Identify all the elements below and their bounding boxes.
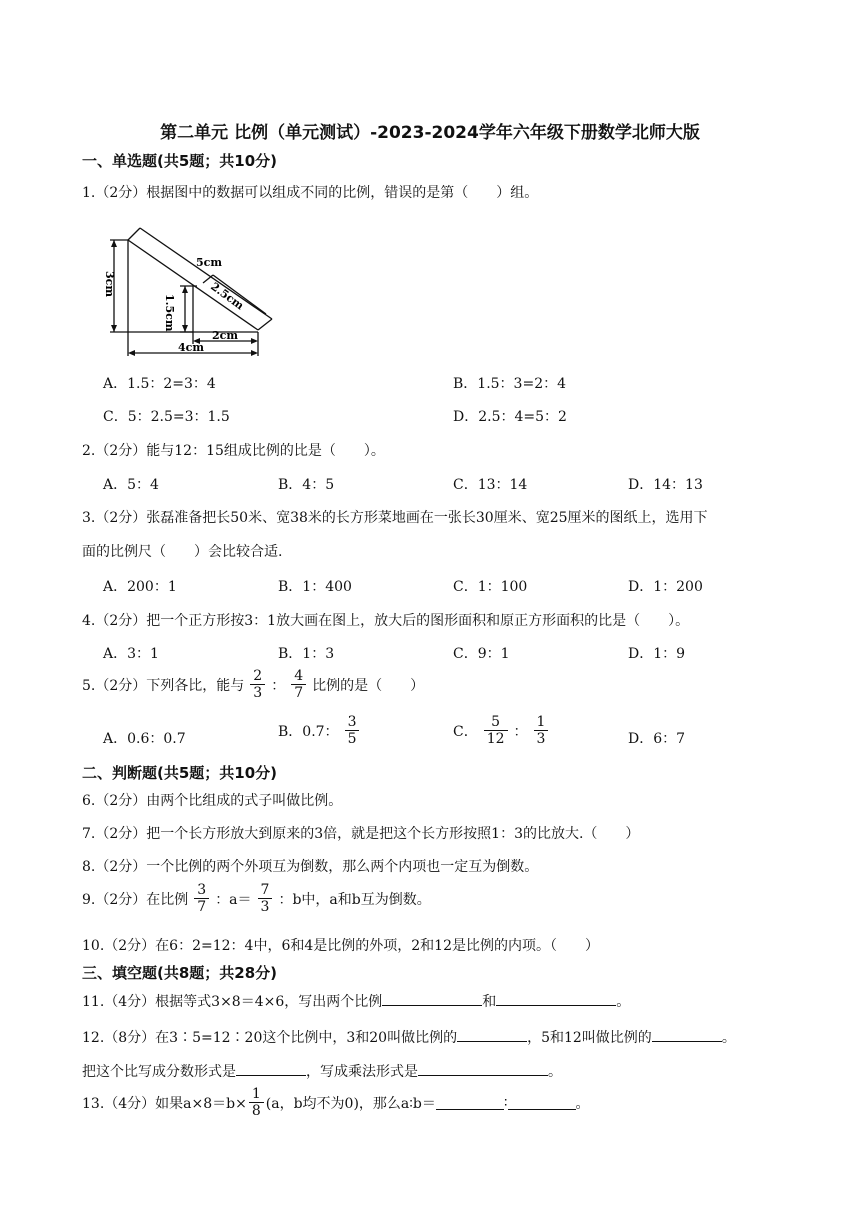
q12-line2-mid: ，写成乘法形式是 <box>306 1064 418 1080</box>
label-2-5cm: 2.5cm <box>208 279 247 313</box>
q12-line2-pre: 把这个比写成分数形式是 <box>82 1064 236 1080</box>
q13-blank-2[interactable] <box>508 1095 576 1110</box>
q4-option-c[interactable]: C．9：1 <box>453 646 510 662</box>
q1-option-b[interactable]: B．1.5：3=2：4 <box>453 376 567 392</box>
q11-mid: 和 <box>482 994 497 1010</box>
q5-option-b-fraction <box>345 714 360 747</box>
label-3cm: 3cm <box>103 271 116 297</box>
q5-fraction-2-num: 4 <box>294 668 304 684</box>
q2-option-b[interactable]: B．4：5 <box>278 477 335 493</box>
question-6: 6.（2分）由两个比组成的式子叫做比例。 <box>82 793 343 809</box>
q5-option-c-den2: 3 <box>534 730 549 747</box>
q13-fraction-den: 8 <box>249 1102 264 1119</box>
q1-option-a[interactable]: A．1.5：2=3：4 <box>103 376 216 392</box>
q5-option-c-fraction-2 <box>534 714 549 747</box>
q5-fraction-1 <box>250 668 265 701</box>
section-heading-single-choice: 一、单选题(共5题；共10分) <box>82 152 278 170</box>
q5-fraction-1-den: 3 <box>250 684 265 701</box>
q13-blank-1[interactable] <box>436 1095 504 1110</box>
q5-fraction-2 <box>291 668 306 701</box>
label-5cm: 5cm <box>196 256 222 269</box>
q5-fraction-1-num: 2 <box>253 668 263 684</box>
q5-option-b[interactable] <box>278 714 365 747</box>
q11-post: 。 <box>616 994 631 1010</box>
q5-option-d[interactable]: D．6：7 <box>628 731 686 747</box>
q4-option-b[interactable]: B．1：3 <box>278 646 335 662</box>
q11-blank-2[interactable] <box>496 991 616 1006</box>
q12-line1-post: 。 <box>721 1030 736 1046</box>
q11-blank-1[interactable] <box>382 991 482 1006</box>
q3-option-a[interactable]: A．200：1 <box>103 579 177 595</box>
q3-option-c[interactable]: C．1：100 <box>453 579 528 595</box>
q5-option-b-den: 5 <box>345 730 360 747</box>
q5-fraction-2-den: 7 <box>291 684 306 701</box>
q5-option-c-colon: ： <box>513 723 528 740</box>
question-3-stem-line1: 3.（2分）张磊准备把长50米、宽38米的长方形菜地画在一张长30厘米、宽25厘米的图纸上，选用下 <box>82 510 708 526</box>
label-1-5cm: 1.5cm <box>163 294 176 332</box>
q9-fraction-1-den: 7 <box>194 898 209 915</box>
q5-option-a[interactable]: A．0.6：0.7 <box>103 731 186 747</box>
section-heading-fill-in: 三、填空题(共8题；共28分) <box>82 964 278 982</box>
q9-mid: ：a＝ <box>215 891 252 908</box>
triangle-figure <box>100 226 275 361</box>
q5-stem-post: 比例的是（ ） <box>312 677 425 694</box>
question-4-stem: 4.（2分）把一个正方形按3：1放大画在图上，放大后的图形面积和原正方形面积的比是（ ）。 <box>82 613 690 629</box>
label-4cm: 4cm <box>178 341 204 354</box>
q5-option-c-num2: 1 <box>536 714 546 730</box>
q2-option-a[interactable]: A．5：4 <box>103 477 159 493</box>
q5-option-c-prefix: C． <box>453 723 478 740</box>
q5-colon: ： <box>271 677 286 694</box>
q5-option-c[interactable] <box>453 714 554 747</box>
q9-fraction-2 <box>258 882 273 915</box>
question-5-stem <box>82 668 424 701</box>
q11-pre: 11.（4分）根据等式3×8＝4×6，写出两个比例 <box>82 994 383 1010</box>
q1-option-c[interactable]: C．5：2.5=3：1.5 <box>103 409 230 425</box>
q5-option-b-prefix: B．0.7： <box>278 723 339 740</box>
page-title: 第二单元 比例（单元测试）-2023-2024学年六年级下册数学北师大版 <box>160 123 700 143</box>
question-1-stem: 1.（2分）根据图中的数据可以组成不同的比例，错误的是第（ ）组。 <box>82 185 539 201</box>
q12-blank-4[interactable] <box>418 1061 548 1076</box>
q13-post: 。 <box>575 1095 590 1112</box>
label-2cm: 2cm <box>212 329 238 342</box>
question-12-line1 <box>82 1027 736 1047</box>
q9-fraction-2-num: 7 <box>260 882 270 898</box>
q9-pre: 9.（2分）在比例 <box>82 891 189 908</box>
q3-option-d[interactable]: D．1：200 <box>628 579 703 595</box>
q9-fraction-1 <box>194 882 209 915</box>
q13-mid: (a，b均不为0)，那么a∶b＝ <box>265 1095 436 1112</box>
q2-option-d[interactable]: D．14：13 <box>628 477 703 493</box>
q2-option-c[interactable]: C．13：14 <box>453 477 528 493</box>
q12-line1-mid: ，5和12叫做比例的 <box>527 1030 652 1046</box>
question-8: 8.（2分）一个比例的两个外项互为倒数，那么两个内项也一定互为倒数。 <box>82 859 539 875</box>
question-7: 7.（2分）把一个长方形放大到原来的3倍，就是把这个长方形按照1：3的比放大.（ ） <box>82 826 640 842</box>
q13-colon: ∶ <box>503 1094 508 1111</box>
q5-stem-pre: 5.（2分）下列各比，能与 <box>82 677 245 694</box>
question-10: 10.（2分）在6：2=12：4中，6和4是比例的外项，2和12是比例的内项。（ ） <box>82 938 599 954</box>
q5-option-c-den1: 12 <box>484 730 508 747</box>
q4-option-a[interactable]: A．3：1 <box>103 646 159 662</box>
q12-line1-pre: 12.（8分）在3∶5=12∶20这个比例中，3和20叫做比例的 <box>82 1030 458 1046</box>
q12-line2-post: 。 <box>548 1064 562 1080</box>
q13-fraction <box>249 1086 264 1119</box>
question-13 <box>82 1086 590 1119</box>
q13-fraction-num: 1 <box>251 1086 261 1102</box>
q5-option-b-num: 3 <box>347 714 357 730</box>
q12-blank-2[interactable] <box>652 1027 722 1042</box>
section-heading-true-false: 二、判断题(共5题；共10分) <box>82 764 278 782</box>
q12-blank-1[interactable] <box>457 1027 527 1042</box>
q3-option-b[interactable]: B．1：400 <box>278 579 352 595</box>
q9-fraction-2-den: 3 <box>258 898 273 915</box>
q9-post: ：b中，a和b互为倒数。 <box>278 891 431 908</box>
q4-option-d[interactable]: D．1：9 <box>628 646 686 662</box>
q12-blank-3[interactable] <box>236 1061 306 1076</box>
question-11 <box>82 991 630 1011</box>
q1-option-d[interactable]: D．2.5：4=5：2 <box>453 409 567 425</box>
question-9 <box>82 882 431 915</box>
question-2-stem: 2.（2分）能与12：15组成比例的比是（ ）。 <box>82 443 385 459</box>
question-12-line2 <box>82 1061 562 1081</box>
q5-option-c-num1: 5 <box>491 714 501 730</box>
q9-fraction-1-num: 3 <box>197 882 207 898</box>
q5-option-c-fraction-1 <box>484 714 508 747</box>
q13-pre: 13.（4分）如果a×8＝b× <box>82 1095 247 1112</box>
question-3-stem-line2: 面的比例尺（ ）会比较合适. <box>82 544 283 560</box>
